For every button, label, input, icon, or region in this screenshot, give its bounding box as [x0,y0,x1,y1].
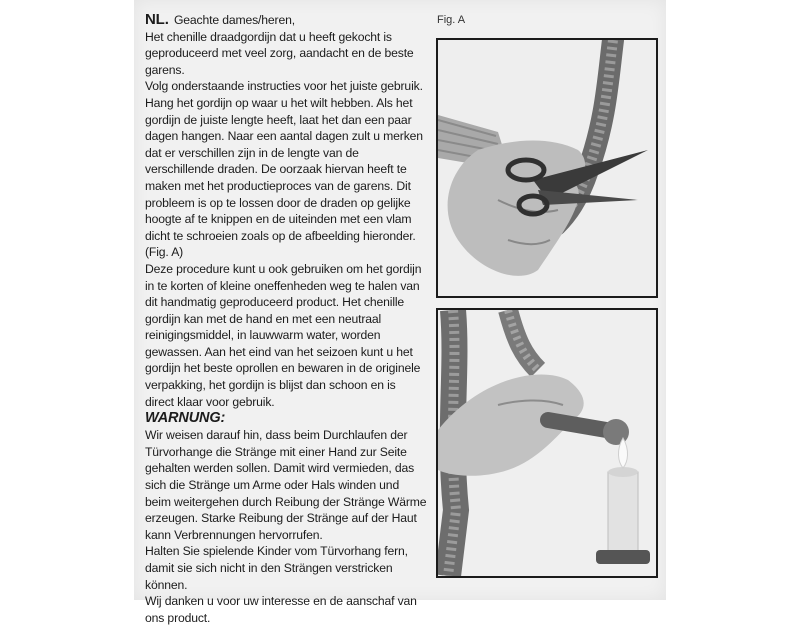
intro-body: Het chenille draadgordijn dat u heeft gekocht is geproduceerd met veel zorg, aandacht en de beste garens. [145,29,414,77]
language-heading: NL. [145,11,169,28]
figure-a-sealing-photo [436,308,658,578]
intro-paragraph [145,12,427,78]
greeting: Geachte dames/heren, [173,13,295,27]
thanks-paragraph: Wij danken u voor uw interesse en de aanschaf van ons product. [145,594,417,625]
instruction-text [145,12,427,626]
warning-heading: WARNUNG: [145,410,226,427]
care-paragraph: Deze procedure kunt u ook gebruiken om het gordijn in te korten of kleine oneffenheden weg te halen van dit handmatig geproduceerd product. Het chenille gordijn kan met de hand en met een neutraal reinigingsmiddel, in lauwwarm water, worden gewassen. Aan het eind van het seizoen kunt u het gordijn het beste oprollen en bewaren in de originele verpakking, het gordijn is blijst dan schoon en is direct klaar voor gebruik. [145,261,422,409]
usage-paragraph: Volg onderstaande instructies voor het juiste gebruik. Hang het gordijn op waar u het wilt hebben. Als het gordijn de juiste lengte heeft, laat het dan een paar dagen hangen. Naar een aantal dagen zult u merken dat er verschillen zijn in de lengte van de verschillende draden. De oorzaak hiervan heeft te maken met het productieproces van de garens. Dit probleem is op te lossen door de draden op gelijke hoogte af te knippen en de uiteinden met een vlam dicht te schroeien zoals op de afbeelding hieronder. (Fig. A) [145,79,423,260]
children-paragraph: Halten Sie spielende Kinder vom Türvorhang fern, damit sie sich nicht in den Strängen verstricken können. [145,544,408,592]
figure-a-cutting-photo [436,38,658,298]
warning-paragraph: Wir weisen darauf hin, dass beim Durchlaufen der Türvorhange die Stränge mit einer Hand zur Seite gehalten werden sollen. Damit wird vermieden, das sich die Stränge um Arme oder Hals winden und beim weitergehen durch Reibung der Stränge Wärme erzeugen. Starke Reibung der Stränge auf der Haut kann Verbrennungen hervorrufen. [145,428,427,542]
figure-label: Fig. A [437,14,466,26]
